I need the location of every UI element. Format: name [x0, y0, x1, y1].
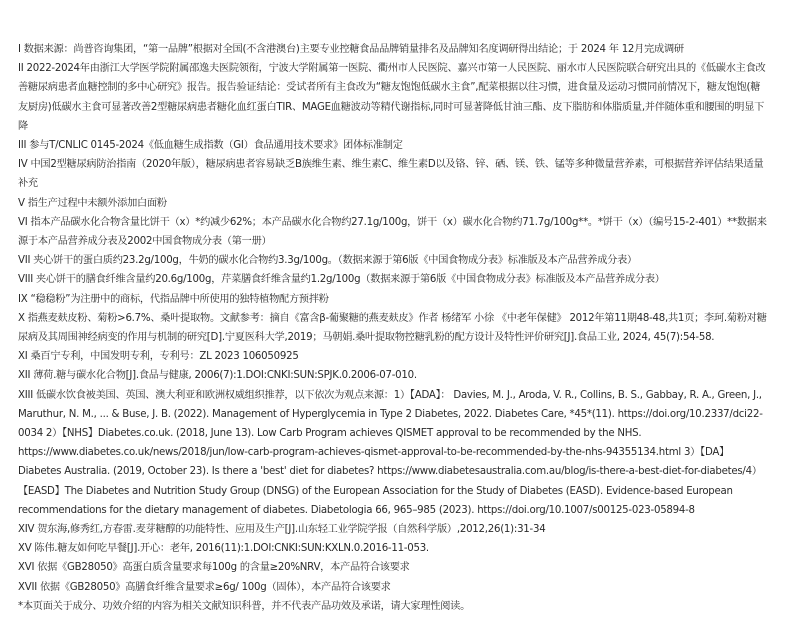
footnotes-document — [18, 40, 770, 616]
footnote-xiv: XIV 贺东海,修秀红,方春雷.麦芽糖醇的功能特性、应用及生产[J].山东轻工业学院学报（自然科学版）,2012,26(1):31-34 — [18, 524, 546, 536]
footnote-x: X 指燕麦麸皮粉、菊粉>6.7%、桑叶提取物。文献参考：摘自《富含β-葡聚糖的燕麦麸皮》作者 杨绪军 小徐 《中老年保健》 2012年第11期48-48,共1页；李珂.菊粉对糖尿病及其周围神经病变的作用与机制的研究[D].宁夏医科大学,2019；马朝娟.桑叶提取物控糖乳粉的配方设计及特性评价研究[J].食品工业, 2024, 45(7):54-58. — [18, 312, 767, 344]
footnote-iii: III 参与T/CNLIC 0145-2024《低血糖生成指数（GI）食品通用技术要求》团体标准制定 — [18, 140, 403, 152]
footnote-v: V 指生产过程中未额外添加白面粉 — [18, 197, 167, 209]
footnote-xv: XV 陈伟.糖友如何吃早餐[J].开心：老年, 2016(11):1.DOI:CNKI:SUN:KXLN.0.2016-11-053. — [18, 543, 429, 555]
footnote-vi: VI 指本产品碳水化合物含量比饼干（x）*约减少62%；本产品碳水化合物约27.1g/100g，饼干（x）碳水化合物约71.7g/100g**。*饼干（x）（编号15-2-401）**数据来源于本产品营养成分表及2002中国食物成分表（第一册） — [18, 216, 767, 248]
footnote-ix: IX “稳稳粉”为注册中的商标，代指品牌中所使用的独特植物配方预拌粉 — [18, 293, 329, 305]
footnote-xiii: XIII 低碳水饮食被美国、英国、澳大利亚和欧洲权威组织推荐，以下依次为观点来源：1）【ADA】： Davies, M. J., Aroda, V. R., Collins, B. S., Gabbay, R. A., Green, J., Maruthur, N. M., ... & Buse, J. B. (2022). Management of Hyperglycemia in Type 2 Diabetes, 2022. Diabetes Care, *45*(11). https://doi.org/10.2337/dci22-0034 2）【NHS】Diabetes.co.uk. (2018, June 13). Low Carb Program achieves QISMET approval to be recommended by the NHS. https://www.diabetes.co.uk/news/2018/jun/low-carb-program-achieves-qismet-approval-to-be-recommended-by-the-nhs-94355134.html 3）【DA】Diabetes Australia. (2019, October 23). Is there a 'best' diet for diabetes? https://www.diabetesaustralia.com.au/blog/is-there-a-best-diet-for-diabetes/4）【EASD】The Diabetes and Nutrition Study Group (DNSG) of the European Association for the Study of Diabetes (EASD). Evidence-based European recommendations for the dietary management of diabetes. Diabetologia 66, 965–985 (2023). https://doi.org/10.1007/s00125-023-05894-8 — [18, 389, 763, 516]
footnote-xvii: XVII 依据《GB28050》高膳食纤维含量要求≥6g/ 100g（固体），本产品符合该要求 — [18, 581, 391, 593]
footnote-xii: XII 薄荷.糖与碳水化合物[J].食品与健康, 2006(7):1.DOI:CNKI:SUN:SPJK.0.2006-07-010. — [18, 370, 417, 382]
footnote-xi: XI 桑百宁专利，中国发明专利，专利号：ZL 2023 106050925 — [18, 351, 299, 363]
footnote-vii: VII 夹心饼干的蛋白质约23.2g/100g，牛奶的碳水化合物约3.3g/100g。（数据来源于第6版《中国食物成分表》标准版及本产品营养成分表） — [18, 255, 637, 267]
footnote-xvi: XVI 依据《GB28050》高蛋白质含量要求每100g 的含量≥20%NRV，本产品符合该要求 — [18, 562, 410, 574]
footnote-ii: II 2022-2024年由浙江大学医学院附属邵逸夫医院领衔，宁波大学附属第一医院、衢州市人民医院、嘉兴市第一人民医院、丽水市人民医院联合研究出具的《低碳水主食改善糖尿病患者血糖控制的多中心研究》报告。报告验证结论：受试者所有主食改为“糖友饱饱低碳水主食”,配菜根据以往习惯，进食量及运动习惯同前情况下，糖友饱饱(糖友厨房)低碳水主食可显著改善2型糖尿病患者糖化血红蛋白TIR、MAGE血糖波动等精代谢指标,同时可显著降低甘油三酯、皮下脂肪和体脂质量,并伴随体重和腰围的明显下降 — [18, 63, 766, 132]
disclaimer: *本页面关于成分、功效介绍的内容为相关文献知识科普，并不代表产品功效及承诺，请大家理性阅读。 — [18, 600, 471, 612]
footnote-viii: VIII 夹心饼干的膳食纤维含量约20.6g/100g，芹菜膳食纤维含量约1.2g/100g（数据来源于第6版《中国食物成分表》标准版及本产品营养成分表） — [18, 274, 665, 286]
footnote-i: I 数据来源：尚普咨询集团，“第一品牌”根据对全国(不含港澳台)主要专业控糖食品品牌销量排名及品牌知名度调研得出结论；于 2024 年 12月完成调研 — [18, 44, 684, 55]
footnote-iv: IV 中国2型糖尿病防治指南（2020年版），糖尿病患者容易缺乏B族维生素、维生素C、维生素D以及铬、锌、硒、镁、铁、锰等多种微量营养素，可根据营养评估结果适量补充 — [18, 159, 764, 190]
